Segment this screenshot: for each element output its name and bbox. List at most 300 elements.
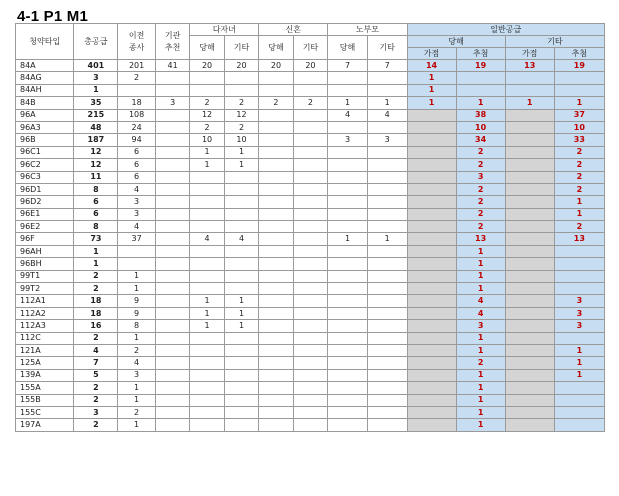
cell-multichild-local: 12 [190, 109, 224, 121]
cell-multichild-local [190, 84, 224, 96]
cell-elderly-local [328, 196, 368, 208]
col-header-gl-draw: 추첨 [456, 48, 505, 60]
cell-elderly-other [367, 307, 407, 319]
cell-newlywed-local [259, 208, 293, 220]
cell-total: 1 [74, 258, 118, 270]
cell-agency [155, 295, 189, 307]
cell-newlywed-other [293, 270, 327, 282]
cell-total: 35 [74, 97, 118, 109]
cell-elderly-other [367, 171, 407, 183]
cell-relocation [118, 84, 156, 96]
cell-relocation: 4 [118, 221, 156, 233]
cell-relocation: 3 [118, 196, 156, 208]
cell-multichild-other: 2 [224, 97, 258, 109]
cell-general-local-lottery [407, 406, 456, 418]
cell-type: 96E1 [16, 208, 74, 220]
cell-elderly-other [367, 221, 407, 233]
table-row [16, 394, 605, 406]
cell-multichild-local [190, 221, 224, 233]
cell-general-other-draw [554, 382, 604, 394]
cell-newlywed-local [259, 245, 293, 257]
table-row [16, 97, 605, 109]
cell-newlywed-other [293, 394, 327, 406]
cell-total: 6 [74, 196, 118, 208]
cell-general-other-lottery [505, 283, 554, 295]
cell-newlywed-local [259, 146, 293, 158]
cell-elderly-other [367, 344, 407, 356]
cell-multichild-local [190, 419, 224, 431]
cell-elderly-other [367, 183, 407, 195]
cell-multichild-local [190, 394, 224, 406]
cell-newlywed-local [259, 171, 293, 183]
cell-total: 3 [74, 406, 118, 418]
cell-general-other-lottery [505, 109, 554, 121]
cell-elderly-local [328, 307, 368, 319]
cell-newlywed-local [259, 221, 293, 233]
col-header-general-other: 기타 [505, 36, 604, 48]
cell-relocation: 6 [118, 171, 156, 183]
cell-total: 5 [74, 369, 118, 381]
cell-type: 96BH [16, 258, 74, 270]
cell-relocation: 18 [118, 97, 156, 109]
cell-elderly-other [367, 84, 407, 96]
cell-newlywed-other [293, 134, 327, 146]
cell-general-other-draw [554, 270, 604, 282]
cell-multichild-local [190, 270, 224, 282]
cell-elderly-local [328, 121, 368, 133]
cell-agency [155, 146, 189, 158]
cell-multichild-other [224, 382, 258, 394]
cell-general-other-lottery [505, 84, 554, 96]
cell-multichild-local: 1 [190, 320, 224, 332]
cell-type: 96D1 [16, 183, 74, 195]
cell-relocation: 6 [118, 146, 156, 158]
cell-general-local-lottery: 1 [407, 72, 456, 84]
cell-general-local-lottery [407, 357, 456, 369]
cell-general-other-lottery [505, 270, 554, 282]
cell-agency [155, 406, 189, 418]
cell-general-local-lottery [407, 121, 456, 133]
cell-type: 84AG [16, 72, 74, 84]
cell-elderly-other [367, 146, 407, 158]
cell-general-other-draw: 13 [554, 233, 604, 245]
cell-relocation: 2 [118, 344, 156, 356]
cell-newlywed-local [259, 183, 293, 195]
cell-general-other-draw [554, 84, 604, 96]
cell-newlywed-other [293, 419, 327, 431]
cell-general-local-lottery [407, 320, 456, 332]
table-row [16, 295, 605, 307]
cell-newlywed-other [293, 72, 327, 84]
cell-multichild-other: 1 [224, 146, 258, 158]
cell-multichild-other [224, 332, 258, 344]
cell-total: 2 [74, 270, 118, 282]
cell-multichild-other [224, 369, 258, 381]
cell-relocation: 4 [118, 357, 156, 369]
cell-general-local-lottery [407, 283, 456, 295]
cell-relocation: 1 [118, 394, 156, 406]
table-row [16, 196, 605, 208]
cell-elderly-local [328, 369, 368, 381]
cell-multichild-local [190, 208, 224, 220]
cell-multichild-local [190, 258, 224, 270]
cell-general-local-draw: 2 [456, 221, 505, 233]
cell-general-other-lottery [505, 258, 554, 270]
cell-newlywed-other [293, 332, 327, 344]
cell-general-other-lottery [505, 208, 554, 220]
cell-agency [155, 369, 189, 381]
table-row [16, 221, 605, 233]
cell-multichild-other: 12 [224, 109, 258, 121]
cell-total: 1 [74, 245, 118, 257]
cell-total: 4 [74, 344, 118, 356]
cell-newlywed-other [293, 196, 327, 208]
cell-newlywed-local [259, 196, 293, 208]
cell-type: 96B [16, 134, 74, 146]
cell-relocation [118, 245, 156, 257]
cell-total: 401 [74, 60, 118, 72]
cell-relocation: 1 [118, 270, 156, 282]
col-header-el-local: 당해 [328, 36, 368, 60]
cell-general-local-lottery [407, 109, 456, 121]
cell-elderly-other [367, 419, 407, 431]
cell-general-local-draw: 1 [456, 332, 505, 344]
cell-newlywed-other [293, 357, 327, 369]
cell-general-other-lottery: 13 [505, 60, 554, 72]
cell-multichild-local: 2 [190, 121, 224, 133]
cell-elderly-local [328, 171, 368, 183]
cell-multichild-other: 2 [224, 121, 258, 133]
cell-general-local-draw: 1 [456, 406, 505, 418]
cell-newlywed-local [259, 344, 293, 356]
cell-general-other-draw: 2 [554, 221, 604, 233]
cell-total: 18 [74, 307, 118, 319]
cell-elderly-local [328, 295, 368, 307]
cell-newlywed-other [293, 295, 327, 307]
cell-elderly-local: 1 [328, 233, 368, 245]
cell-agency [155, 109, 189, 121]
cell-multichild-other [224, 258, 258, 270]
cell-general-local-draw [456, 84, 505, 96]
cell-newlywed-local [259, 394, 293, 406]
cell-type: 96D2 [16, 196, 74, 208]
cell-multichild-local [190, 406, 224, 418]
cell-multichild-other [224, 208, 258, 220]
cell-general-other-lottery [505, 332, 554, 344]
cell-general-other-draw [554, 258, 604, 270]
cell-agency [155, 233, 189, 245]
cell-newlywed-other: 20 [293, 60, 327, 72]
cell-multichild-other: 1 [224, 320, 258, 332]
table-row [16, 382, 605, 394]
cell-newlywed-other [293, 245, 327, 257]
cell-newlywed-local [259, 159, 293, 171]
cell-type: 197A [16, 419, 74, 431]
cell-multichild-local [190, 344, 224, 356]
cell-type: 99T1 [16, 270, 74, 282]
cell-general-other-lottery [505, 72, 554, 84]
cell-elderly-local [328, 344, 368, 356]
cell-elderly-other: 1 [367, 97, 407, 109]
col-header-general: 일반공급 [407, 24, 605, 36]
cell-type: 125A [16, 357, 74, 369]
cell-general-other-lottery [505, 295, 554, 307]
cell-agency [155, 283, 189, 295]
col-header-nw-local: 당해 [259, 36, 293, 60]
cell-agency [155, 320, 189, 332]
col-header-mc-other: 기타 [224, 36, 258, 60]
col-header-agency: 기관 추천 [155, 24, 189, 60]
cell-general-local-draw: 1 [456, 419, 505, 431]
cell-multichild-other: 4 [224, 233, 258, 245]
cell-total: 16 [74, 320, 118, 332]
cell-multichild-local [190, 357, 224, 369]
cell-total: 6 [74, 208, 118, 220]
col-header-general-local: 당해 [407, 36, 505, 48]
cell-general-local-lottery [407, 183, 456, 195]
cell-multichild-other: 10 [224, 134, 258, 146]
cell-newlywed-local [259, 320, 293, 332]
cell-multichild-other [224, 171, 258, 183]
table-body [16, 60, 605, 432]
cell-relocation: 1 [118, 382, 156, 394]
cell-newlywed-local [259, 258, 293, 270]
cell-multichild-other: 20 [224, 60, 258, 72]
cell-general-other-lottery [505, 320, 554, 332]
cell-general-other-lottery [505, 419, 554, 431]
cell-elderly-other [367, 196, 407, 208]
table-row [16, 109, 605, 121]
table-row [16, 307, 605, 319]
cell-total: 2 [74, 382, 118, 394]
cell-relocation: 3 [118, 208, 156, 220]
table-row [16, 134, 605, 146]
cell-general-local-lottery [407, 245, 456, 257]
cell-general-other-lottery [505, 344, 554, 356]
cell-general-other-lottery [505, 221, 554, 233]
cell-newlywed-local [259, 369, 293, 381]
cell-newlywed-other [293, 121, 327, 133]
cell-elderly-local [328, 283, 368, 295]
cell-multichild-other [224, 283, 258, 295]
cell-elderly-local [328, 419, 368, 431]
cell-general-local-draw: 1 [456, 344, 505, 356]
cell-agency [155, 221, 189, 233]
cell-newlywed-local: 2 [259, 97, 293, 109]
cell-general-local-draw: 2 [456, 196, 505, 208]
cell-total: 2 [74, 419, 118, 431]
cell-multichild-other [224, 84, 258, 96]
cell-elderly-other: 1 [367, 233, 407, 245]
cell-newlywed-local [259, 233, 293, 245]
cell-elderly-local [328, 357, 368, 369]
cell-elderly-other [367, 369, 407, 381]
cell-total: 18 [74, 295, 118, 307]
cell-relocation: 2 [118, 72, 156, 84]
cell-elderly-local: 1 [328, 97, 368, 109]
cell-general-other-lottery [505, 357, 554, 369]
cell-newlywed-other [293, 382, 327, 394]
cell-general-other-draw: 1 [554, 208, 604, 220]
cell-type: 155B [16, 394, 74, 406]
table-row [16, 233, 605, 245]
cell-agency [155, 307, 189, 319]
cell-general-other-draw [554, 72, 604, 84]
cell-type: 155C [16, 406, 74, 418]
cell-general-local-draw: 1 [456, 394, 505, 406]
cell-general-local-lottery [407, 332, 456, 344]
cell-elderly-other [367, 245, 407, 257]
cell-multichild-other [224, 406, 258, 418]
cell-newlywed-other [293, 221, 327, 233]
cell-elderly-other [367, 208, 407, 220]
cell-newlywed-other [293, 258, 327, 270]
cell-general-other-lottery [505, 196, 554, 208]
cell-agency [155, 72, 189, 84]
cell-agency [155, 332, 189, 344]
cell-general-other-lottery [505, 382, 554, 394]
cell-total: 215 [74, 109, 118, 121]
cell-general-local-lottery: 14 [407, 60, 456, 72]
cell-newlywed-local [259, 121, 293, 133]
cell-agency [155, 134, 189, 146]
cell-general-local-lottery [407, 295, 456, 307]
cell-general-local-draw: 2 [456, 357, 505, 369]
cell-relocation: 2 [118, 406, 156, 418]
table-row [16, 60, 605, 72]
cell-type: 96F [16, 233, 74, 245]
col-header-go-draw: 추첨 [554, 48, 604, 60]
table-row [16, 283, 605, 295]
cell-general-local-draw: 1 [456, 270, 505, 282]
cell-general-other-lottery [505, 134, 554, 146]
cell-agency [155, 382, 189, 394]
cell-multichild-local [190, 369, 224, 381]
cell-general-other-lottery [505, 394, 554, 406]
cell-general-local-lottery [407, 233, 456, 245]
cell-general-local-lottery [407, 270, 456, 282]
cell-newlywed-local [259, 357, 293, 369]
cell-newlywed-other [293, 406, 327, 418]
cell-newlywed-other [293, 183, 327, 195]
cell-agency [155, 357, 189, 369]
cell-general-local-lottery [407, 369, 456, 381]
cell-relocation: 24 [118, 121, 156, 133]
col-header-multichild: 다자녀 [190, 24, 259, 36]
cell-elderly-other [367, 332, 407, 344]
cell-type: 96AH [16, 245, 74, 257]
cell-agency [155, 183, 189, 195]
cell-multichild-other [224, 344, 258, 356]
cell-general-other-draw: 1 [554, 357, 604, 369]
cell-newlywed-other [293, 208, 327, 220]
cell-general-local-draw: 1 [456, 97, 505, 109]
cell-type: 155A [16, 382, 74, 394]
cell-type: 84A [16, 60, 74, 72]
cell-general-local-draw: 1 [456, 283, 505, 295]
cell-general-local-draw: 4 [456, 307, 505, 319]
table-row [16, 159, 605, 171]
cell-newlywed-local [259, 109, 293, 121]
cell-elderly-local [328, 146, 368, 158]
cell-general-local-draw: 34 [456, 134, 505, 146]
col-header-mc-local: 당해 [190, 36, 224, 60]
cell-elderly-local [328, 221, 368, 233]
cell-multichild-local: 20 [190, 60, 224, 72]
cell-type: 96A [16, 109, 74, 121]
cell-agency [155, 394, 189, 406]
cell-relocation: 1 [118, 332, 156, 344]
cell-relocation: 1 [118, 283, 156, 295]
cell-general-other-draw [554, 245, 604, 257]
cell-elderly-other [367, 72, 407, 84]
cell-general-local-draw: 4 [456, 295, 505, 307]
cell-general-local-lottery [407, 419, 456, 431]
cell-elderly-other [367, 258, 407, 270]
cell-newlywed-local: 20 [259, 60, 293, 72]
cell-newlywed-other [293, 109, 327, 121]
cell-elderly-other [367, 406, 407, 418]
cell-elderly-local [328, 270, 368, 282]
cell-general-other-draw: 1 [554, 369, 604, 381]
cell-general-local-lottery [407, 258, 456, 270]
cell-general-other-draw: 1 [554, 196, 604, 208]
cell-newlywed-other [293, 344, 327, 356]
cell-newlywed-other [293, 171, 327, 183]
col-header-relocation: 이전 종사 [118, 24, 156, 60]
cell-agency [155, 208, 189, 220]
cell-general-other-lottery [505, 183, 554, 195]
cell-agency [155, 270, 189, 282]
cell-general-other-lottery [505, 171, 554, 183]
cell-elderly-local [328, 320, 368, 332]
cell-total: 11 [74, 171, 118, 183]
cell-general-local-lottery [407, 146, 456, 158]
col-header-newlywed: 신혼 [259, 24, 328, 36]
cell-newlywed-other [293, 320, 327, 332]
cell-elderly-other [367, 357, 407, 369]
cell-general-local-lottery [407, 344, 456, 356]
cell-agency [155, 84, 189, 96]
cell-elderly-other [367, 283, 407, 295]
cell-type: 96C3 [16, 171, 74, 183]
cell-elderly-other [367, 382, 407, 394]
cell-newlywed-local [259, 270, 293, 282]
cell-general-other-lottery [505, 307, 554, 319]
col-header-total: 총공급 [74, 24, 118, 60]
cell-agency: 3 [155, 97, 189, 109]
cell-agency [155, 121, 189, 133]
cell-type: 121A [16, 344, 74, 356]
cell-general-local-draw [456, 72, 505, 84]
table-row [16, 72, 605, 84]
table-row [16, 369, 605, 381]
cell-general-other-lottery: 1 [505, 97, 554, 109]
cell-newlywed-local [259, 382, 293, 394]
cell-multichild-other: 1 [224, 295, 258, 307]
cell-general-local-draw: 3 [456, 320, 505, 332]
cell-newlywed-local [259, 283, 293, 295]
cell-general-local-lottery [407, 382, 456, 394]
cell-type: 112C [16, 332, 74, 344]
cell-multichild-other [224, 183, 258, 195]
cell-total: 48 [74, 121, 118, 133]
table-row [16, 146, 605, 158]
cell-general-local-draw: 13 [456, 233, 505, 245]
cell-multichild-local [190, 72, 224, 84]
cell-general-other-lottery [505, 233, 554, 245]
cell-elderly-other: 4 [367, 109, 407, 121]
